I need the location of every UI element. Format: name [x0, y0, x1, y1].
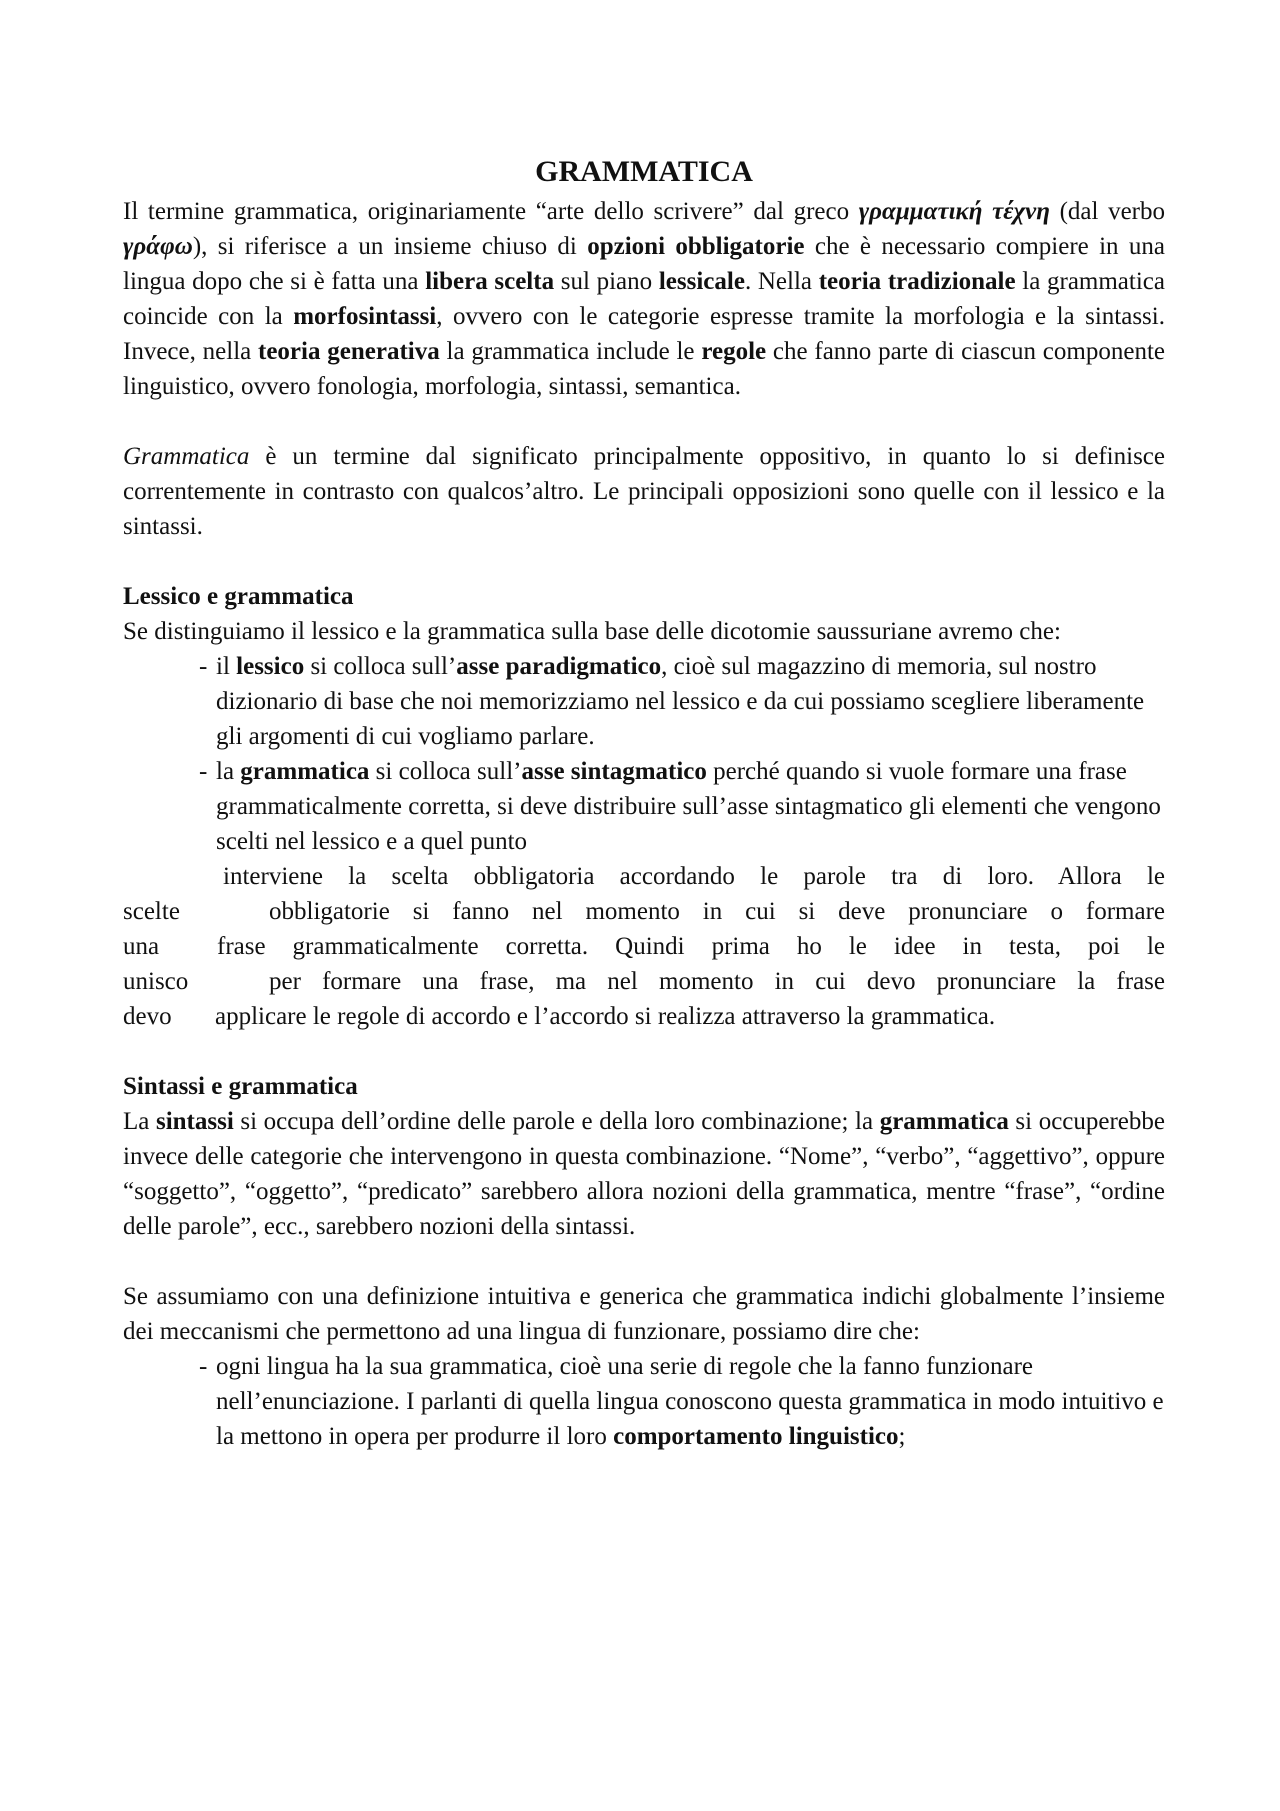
text: ), si riferisce a un insieme chiuso di [192, 233, 588, 260]
text: si colloca sull’ [369, 758, 522, 785]
line-lead: scelte [123, 898, 180, 925]
continuation-line [123, 894, 1165, 929]
bold-term: teoria tradizionale [818, 268, 1016, 295]
line-lead: una [123, 933, 160, 960]
greek-verb: γράφω [123, 233, 193, 260]
bold-term: regole [701, 338, 767, 365]
bold-term: opzioni obbligatorie [587, 233, 805, 260]
bold-term: asse sintagmatico [521, 758, 707, 785]
continuation-block [123, 859, 1165, 1034]
final-list [123, 1349, 1165, 1454]
text: sul piano [554, 268, 659, 295]
list-item [199, 1349, 1165, 1454]
text: La [123, 1108, 156, 1135]
text: si occupa dell’ordine delle parole e della loro combinazione; la [233, 1108, 880, 1135]
document-page [123, 152, 1165, 1454]
line-lead: devo [123, 1003, 172, 1030]
text: . Nella [744, 268, 819, 295]
bold-term: grammatica [879, 1108, 1009, 1135]
text: la grammatica coincide con la [123, 268, 1165, 330]
text: che è necessario compiere in una lingua dopo che si è fatta una [123, 233, 1165, 295]
bold-term: comportamento linguistico [613, 1423, 899, 1450]
bold-term: teoria generativa [258, 338, 440, 365]
text: perché quando si vuole formare una frase grammaticalmente corretta, si deve distribuire sull’asse sintagmatico gli elementi che vengono scelti nel lessico e a quel punto [216, 758, 1161, 855]
line-rest: frase grammaticalmente corretta. Quindi prima ho le idee in testa, poi le [217, 933, 1165, 960]
bold-term: lessicale [658, 268, 745, 295]
bold-term: grammatica [240, 758, 370, 785]
continuation-line [123, 999, 1165, 1034]
bold-term: asse paradigmatico [456, 653, 662, 680]
text: la [216, 758, 241, 785]
bold-term: sintassi [155, 1108, 234, 1135]
italic-term: Grammatica [123, 443, 250, 470]
line-rest: obbligatorie si fanno nel momento in cui si deve pronunciare o formare [269, 898, 1165, 925]
bold-term: libera scelta [425, 268, 555, 295]
section-intro-lessico: Se distinguiamo il lessico e la grammatica sulla base delle dicotomie saussuriane avremo che: [123, 618, 1061, 645]
text: , cioè sul magazzino di memoria, sul nostro dizionario di base che noi memorizziamo nel lessico e da cui possiamo scegliere liberamente gli argomenti di cui vogliamo parlare. [216, 653, 1145, 750]
text: ; [898, 1423, 906, 1450]
text: (dal verbo [1049, 198, 1165, 225]
text: Il termine grammatica, originariamente “arte dello scrivere” dal greco [123, 198, 859, 225]
text: , ovvero con le categorie espresse tramite la morfologia e la sintassi. Invece, nella [123, 303, 1165, 365]
paragraph-final-intro: Se assumiamo con una definizione intuitiva e generica che grammatica indichi globalmente l’insieme dei meccanismi che permettono ad una lingua di funzionare, possiamo dire che: [123, 1283, 1165, 1345]
paragraph-opposition [123, 439, 1165, 544]
continuation-line: interviene la scelta obbligatoria accordando le parole tra di loro. Allora le [223, 863, 1165, 890]
text: si colloca sull’ [304, 653, 457, 680]
section-heading-lessico: Lessico e grammatica [123, 583, 354, 610]
text: è un termine dal significato principalmente oppositivo, in quanto lo si definisce correntemente in contrasto con qualcos’altro. Le principali opposizioni sono quelle con il lessico e la sintassi. [123, 443, 1165, 540]
line-rest: applicare le regole di accordo e l’accordo si realizza attraverso la grammatica. [215, 1003, 996, 1030]
text: che fanno parte di ciascun componente linguistico, ovvero fonologia, morfologia, sintassi, semantica. [123, 338, 1165, 400]
line-lead: unisco [123, 968, 189, 995]
line-rest: per formare una frase, ma nel momento in cui devo pronunciare la frase [269, 968, 1165, 995]
text: la grammatica include le [439, 338, 702, 365]
page-title: GRAMMATICA [535, 155, 753, 188]
list-item [199, 754, 1165, 859]
dash-marker: - [199, 653, 208, 680]
bold-term: morfosintassi [293, 303, 437, 330]
text: il [216, 653, 237, 680]
list-item [199, 649, 1165, 754]
greek-term: γραμματική τέχνη [858, 198, 1050, 225]
dash-marker: - [199, 758, 208, 785]
continuation-line [123, 964, 1165, 999]
dash-marker: - [199, 1353, 208, 1380]
continuation-line [123, 929, 1165, 964]
paragraph-sintassi [123, 1104, 1165, 1244]
lessico-list [123, 649, 1165, 859]
text: si occuperebbe invece delle categorie che intervengono in questa combinazione. “Nome”, “verbo”, “aggettivo”, oppure “soggetto”, “oggetto”, “predicato” sarebbero allora nozioni della grammatica, mentre “frase”, “ordine delle parole”, ecc., sarebbero nozioni della sintassi. [123, 1108, 1166, 1240]
paragraph-intro [123, 194, 1165, 404]
bold-term: lessico [236, 653, 305, 680]
text: ogni lingua ha la sua grammatica, cioè una serie di regole che la fanno funzionare nell’enunciazione. I parlanti di quella lingua conoscono questa grammatica in modo intuitivo e la mettono in opera per produrre il loro [216, 1353, 1164, 1450]
section-heading-sintassi: Sintassi e grammatica [123, 1073, 358, 1100]
